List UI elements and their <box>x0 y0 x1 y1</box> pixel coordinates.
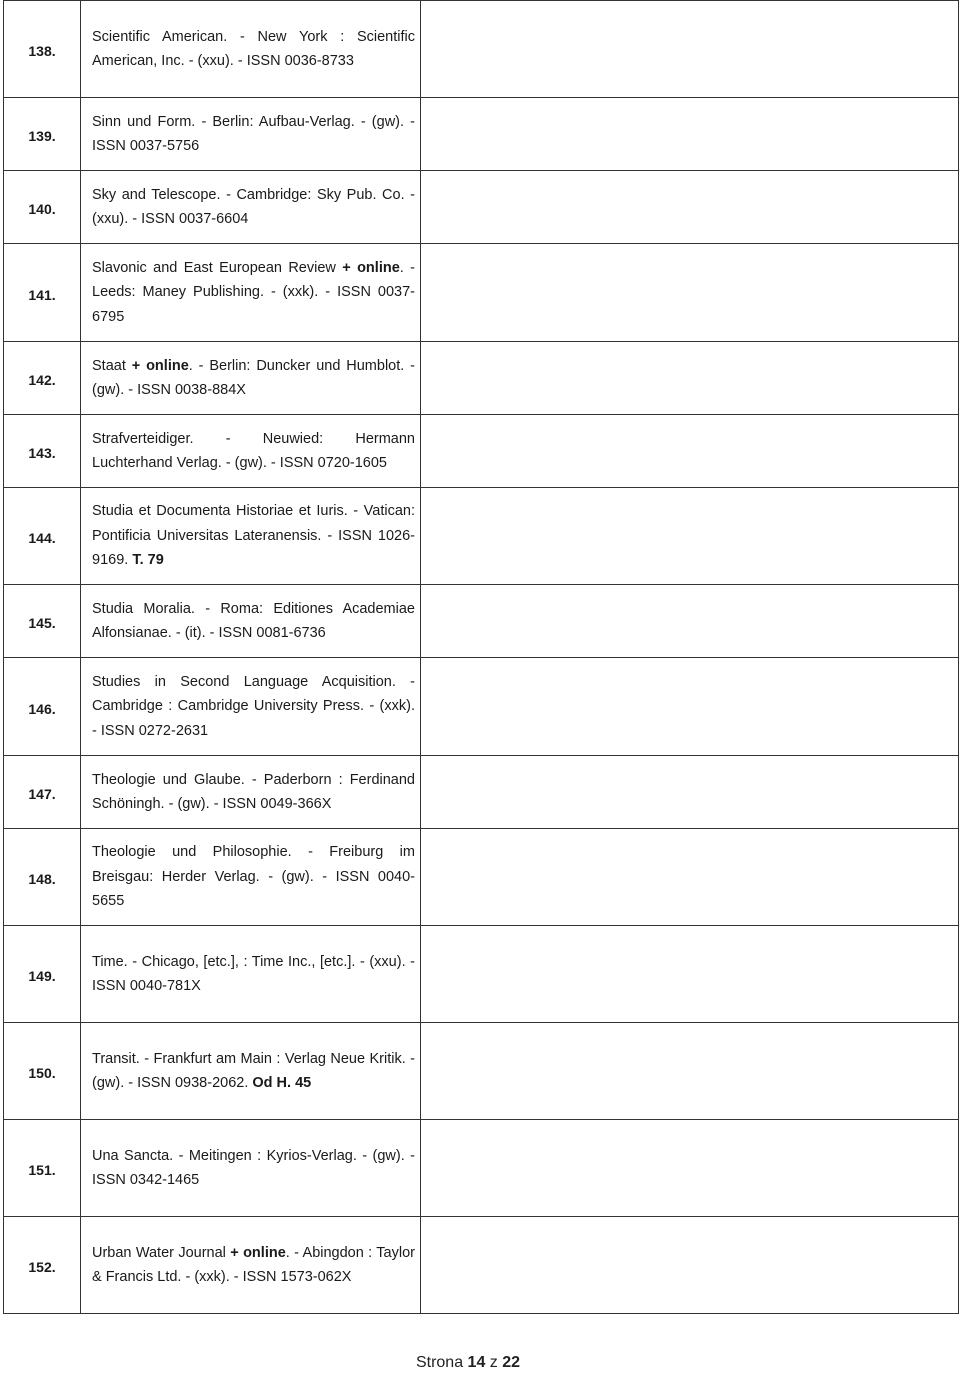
entry-text: Theologie und Glaube. - Paderborn : Ferdinand Schöningh. - (gw). - ISSN 0049-366X <box>92 771 415 812</box>
empty-cell <box>421 1023 959 1120</box>
empty-cell <box>421 488 959 585</box>
entry-description <box>92 587 415 656</box>
empty-cell <box>421 415 959 488</box>
table-row <box>4 415 959 488</box>
entry-description-cell <box>81 415 421 488</box>
entry-text: . - Berlin: Duncker und Humblot. - (gw). - ISSN 0038-884X <box>92 357 415 398</box>
entry-number-cell <box>4 1023 81 1120</box>
entry-text: Time. - Chicago, [etc.], : Time Inc., [etc.]. - (xxu). - ISSN 0040-781X <box>92 953 415 994</box>
entry-text: . - Leeds: Maney Publishing. - (xxk). - ISSN 0037-6795 <box>92 259 415 325</box>
empty-cell <box>421 1217 959 1314</box>
entry-description <box>92 173 415 242</box>
entry-text: Urban Water Journal <box>92 1244 231 1261</box>
entry-text: Una Sancta. - Meitingen : Kyrios-Verlag. - (gw). - ISSN 0342-1465 <box>92 1147 415 1188</box>
entry-number: 139. <box>28 128 56 144</box>
empty-cell <box>421 342 959 415</box>
entry-description-cell <box>81 1023 421 1120</box>
entry-description-cell <box>81 756 421 829</box>
entry-emphasis: + online <box>230 1244 286 1261</box>
table-row <box>4 98 959 171</box>
entry-number-cell <box>4 488 81 585</box>
entry-text: Studia et Documenta Historiae et Iuris. - Vatican: Pontificia Universitas Lateranensis. - ISSN 1026-9169. <box>92 503 415 569</box>
entry-number-cell <box>4 585 81 658</box>
entry-number: 144. <box>28 530 56 546</box>
entry-description-cell <box>81 244 421 342</box>
entry-number: 149. <box>28 968 56 984</box>
entry-description-cell <box>81 342 421 415</box>
empty-cell <box>421 171 959 244</box>
entry-number: 151. <box>28 1162 56 1178</box>
entry-number-cell <box>4 829 81 926</box>
entry-emphasis: + online <box>131 357 189 374</box>
table-row <box>4 342 959 415</box>
entry-number-cell <box>4 415 81 488</box>
empty-cell <box>421 585 959 658</box>
table-row <box>4 1023 959 1120</box>
entry-number: 142. <box>28 372 56 388</box>
entry-text: Sky and Telescope. - Cambridge: Sky Pub. Co. - (xxu). - ISSN 0037-6604 <box>92 186 415 227</box>
entry-description <box>92 830 415 924</box>
current-page-number: 14 <box>467 1354 486 1371</box>
footer-prefix: Strona <box>415 1354 468 1371</box>
entry-description <box>92 417 415 486</box>
table-row <box>4 756 959 829</box>
entry-description <box>92 1134 415 1203</box>
entry-number-cell <box>4 1120 81 1217</box>
entry-number: 140. <box>28 201 56 217</box>
entry-number: 146. <box>28 700 56 717</box>
empty-cell <box>421 926 959 1023</box>
empty-cell <box>421 658 959 756</box>
entry-number: 141. <box>28 286 56 303</box>
entry-emphasis: T. 79 <box>132 552 164 569</box>
table-row <box>4 1 959 98</box>
total-pages-number: 22 <box>502 1354 521 1371</box>
empty-cell <box>421 829 959 926</box>
entry-description <box>92 1037 415 1106</box>
page-footer <box>0 1354 936 1372</box>
empty-cell <box>421 756 959 829</box>
entry-description-cell <box>81 829 421 926</box>
entry-number-cell <box>4 171 81 244</box>
entry-emphasis: Od H. 45 <box>252 1075 312 1091</box>
periodicals-table <box>3 0 959 1314</box>
entry-number: 143. <box>28 445 56 461</box>
table-row <box>4 244 959 342</box>
entry-number-cell <box>4 244 81 342</box>
entry-number: 148. <box>28 871 56 887</box>
table-row <box>4 658 959 756</box>
entry-text: Transit. - Frankfurt am Main : Verlag Neue Kritik. - (gw). - ISSN 0938-2062. <box>92 1050 415 1091</box>
empty-cell <box>421 244 959 342</box>
entry-text: Theologie und Philosophie. - Freiburg im Breisgau: Herder Verlag. - (gw). - ISSN 0040-5655 <box>92 844 415 910</box>
entry-text: . - Abingdon : Taylor & Francis Ltd. - (xxk). - ISSN 1573-062X <box>92 1244 415 1285</box>
footer-separator: z <box>485 1354 503 1371</box>
entry-description <box>92 758 415 827</box>
entry-description-cell <box>81 585 421 658</box>
entry-description-cell <box>81 1120 421 1217</box>
entry-description-cell <box>81 1217 421 1314</box>
entry-text: Studies in Second Language Acquisition. - Cambridge : Cambridge University Press. - (xxk). - ISSN 0272-2631 <box>92 673 415 739</box>
entry-text: Slavonic and East European Review <box>92 259 343 276</box>
empty-cell <box>421 1 959 98</box>
entry-description-cell <box>81 1 421 98</box>
table-row <box>4 488 959 585</box>
entry-number-cell <box>4 342 81 415</box>
entry-number: 138. <box>28 43 56 59</box>
entry-description <box>92 940 415 1009</box>
table-row <box>4 585 959 658</box>
entry-description-cell <box>81 488 421 585</box>
entry-text: Studia Moralia. - Roma: Editiones Academiae Alfonsianae. - (it). - ISSN 0081-6736 <box>92 600 415 641</box>
entry-emphasis: + online <box>342 259 400 276</box>
entry-number: 147. <box>28 786 56 802</box>
entry-description <box>92 1231 415 1300</box>
entry-description <box>92 489 415 583</box>
empty-cell <box>421 98 959 171</box>
entry-number-cell <box>4 926 81 1023</box>
entry-description <box>92 100 415 169</box>
entry-number-cell <box>4 98 81 171</box>
entry-number: 145. <box>28 615 56 631</box>
empty-cell <box>421 1120 959 1217</box>
entry-description <box>92 344 415 413</box>
entry-number: 150. <box>28 1065 56 1081</box>
table-row <box>4 1217 959 1314</box>
table-row <box>4 829 959 926</box>
entry-description-cell <box>81 926 421 1023</box>
entry-description <box>92 15 415 84</box>
table-row <box>4 1120 959 1217</box>
table-row <box>4 171 959 244</box>
entry-text: Sinn und Form. - Berlin: Aufbau-Verlag. - (gw). - ISSN 0037-5756 <box>92 113 415 154</box>
entry-text: Strafverteidiger. - Neuwied: Hermann Luchterhand Verlag. - (gw). - ISSN 0720-1605 <box>92 430 415 471</box>
table-row <box>4 926 959 1023</box>
entry-number-cell <box>4 1 81 98</box>
entry-number: 152. <box>28 1259 56 1275</box>
entry-description <box>92 660 415 754</box>
entry-description-cell <box>81 658 421 756</box>
entry-description <box>92 246 415 340</box>
entry-number-cell <box>4 1217 81 1314</box>
entry-text: Scientific American. - New York : Scientific American, Inc. - (xxu). - ISSN 0036-8733 <box>92 28 415 69</box>
entry-description-cell <box>81 98 421 171</box>
entry-number-cell <box>4 658 81 756</box>
entry-number-cell <box>4 756 81 829</box>
entry-text: Staat <box>92 357 132 374</box>
entry-description-cell <box>81 171 421 244</box>
